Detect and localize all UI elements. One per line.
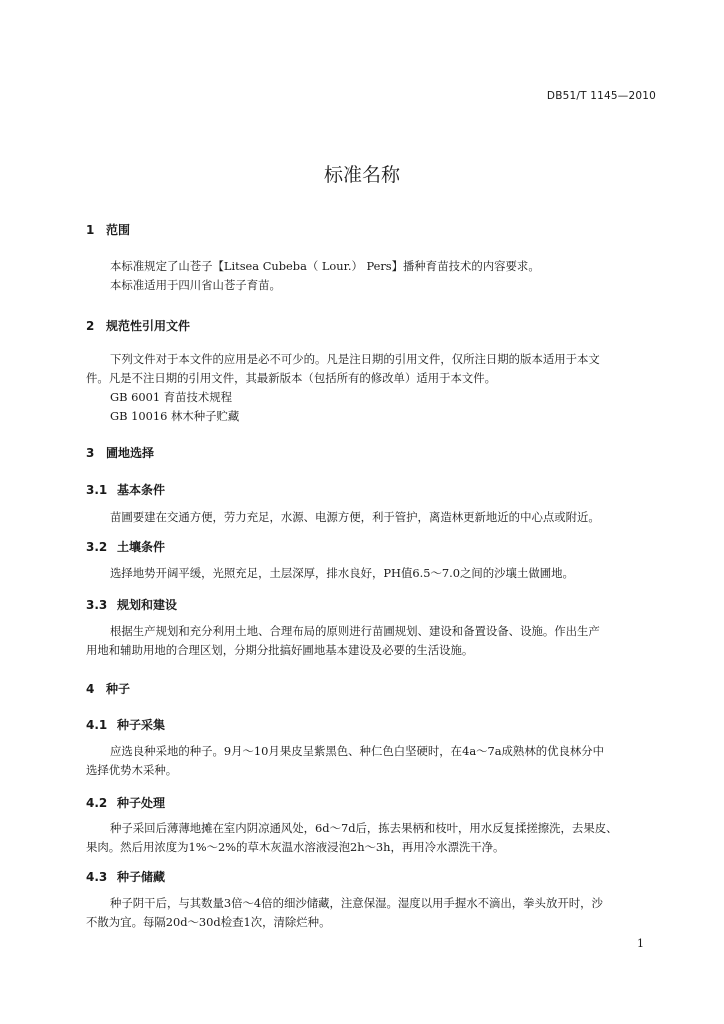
paragraph-line: 件。凡是不注日期的引用文件，其最新版本（包括所有的修改单）适用于本文件。 — [86, 371, 497, 385]
subsection-body-seed-treatment — [86, 819, 662, 857]
subsection-body-seed-collection — [86, 742, 662, 780]
section-title: 圃地选择 — [106, 446, 155, 460]
section-number: 4.1 — [86, 718, 108, 732]
reference-item: GB 10016 林木种子贮藏 — [110, 409, 240, 423]
subsection-heading-seed-storage — [86, 868, 165, 885]
section-body-normative-references — [86, 350, 662, 426]
paragraph-line: 用地和辅助用地的合理区划，分期分批搞好圃地基本建设及必要的生活设施。 — [86, 643, 474, 657]
section-number: 4 — [86, 682, 95, 696]
subsection-heading-seed-collection — [86, 716, 165, 733]
section-title: 基本条件 — [117, 483, 166, 497]
section-heading-normative-references — [86, 317, 190, 334]
paragraph-line: 种子采回后薄薄地摊在室内阴凉通风处，6d～7d后，拣去果柄和枝叶，用水反复揉搓擦洗，去果皮、 — [110, 821, 618, 835]
section-title: 种子 — [106, 682, 131, 696]
section-title: 种子处理 — [117, 796, 166, 810]
paragraph-line: 果肉。然后用浓度为1%～2%的草木灰温水溶液浸泡2h～3h，再用冷水漂洗干净。 — [86, 840, 505, 854]
standard-code: DB51/T 1145—2010 — [546, 90, 656, 102]
section-number: 4.3 — [86, 870, 108, 884]
subsection-heading-basic-conditions — [86, 481, 165, 498]
section-body-scope — [86, 257, 662, 295]
page-number: 1 — [637, 937, 644, 950]
paragraph-line: 本标准规定了山苍子【Litsea Cubeba（ Lour.） Pers】播种育苗技术的内容要求。 — [110, 259, 540, 273]
paragraph-line: 不散为宜。每隔20d～30d检查1次，清除烂种。 — [86, 915, 331, 929]
section-title: 规划和建设 — [117, 598, 178, 612]
paragraph-line: 苗圃要建在交通方便，劳力充足，水源、电源方便，利于管护，离造林更新地近的中心点或附近。 — [110, 510, 600, 524]
paragraph-line: 下列文件对于本文件的应用是必不可少的。凡是注日期的引用文件，仅所注日期的版本适用于本文 — [110, 352, 600, 366]
section-number: 4.2 — [86, 796, 108, 810]
section-heading-nursery-site — [86, 444, 154, 461]
subsection-body-planning — [86, 622, 662, 660]
subsection-body-soil-conditions — [86, 564, 662, 583]
section-title: 规范性引用文件 — [106, 319, 191, 333]
subsection-body-basic-conditions — [86, 508, 662, 527]
section-number: 3.1 — [86, 483, 108, 497]
section-number: 3.3 — [86, 598, 108, 612]
paragraph-line: 本标准适用于四川省山苍子育苗。 — [110, 278, 281, 292]
section-number: 3 — [86, 446, 95, 460]
subsection-heading-soil-conditions — [86, 538, 165, 555]
reference-item: GB 6001 育苗技术规程 — [110, 390, 233, 404]
paragraph-line: 种子阴干后，与其数量3倍～4倍的细沙储藏，注意保湿。湿度以用手握水不滴出，拳头放开时，沙 — [110, 896, 603, 910]
section-number: 2 — [86, 319, 95, 333]
section-title: 种子储藏 — [117, 870, 166, 884]
paragraph-line: 选择优势木采种。 — [86, 763, 178, 777]
section-heading-seeds — [86, 680, 130, 697]
section-title: 种子采集 — [117, 718, 166, 732]
subsection-heading-seed-treatment — [86, 794, 165, 811]
section-title: 土壤条件 — [117, 540, 166, 554]
paragraph-line: 选择地势开阔平缓，光照充足，土层深厚，排水良好，PH值6.5～7.0之间的沙壤土做圃地。 — [110, 566, 574, 580]
subsection-body-seed-storage — [86, 894, 662, 932]
subsection-heading-planning — [86, 596, 177, 613]
paragraph-line: 应选良种采地的种子。9月～10月果皮呈紫黑色、种仁色白坚硬时，在4a～7a成熟林的优良林分中 — [110, 744, 605, 758]
page-title: 标准名称 — [323, 164, 400, 186]
section-heading-scope — [86, 221, 130, 238]
section-number: 1 — [86, 223, 95, 237]
section-title: 范围 — [106, 223, 131, 237]
paragraph-line: 根据生产规划和充分利用土地、合理布局的原则进行苗圃规划、建设和备置设备、设施。作出生产 — [110, 624, 600, 638]
section-number: 3.2 — [86, 540, 108, 554]
